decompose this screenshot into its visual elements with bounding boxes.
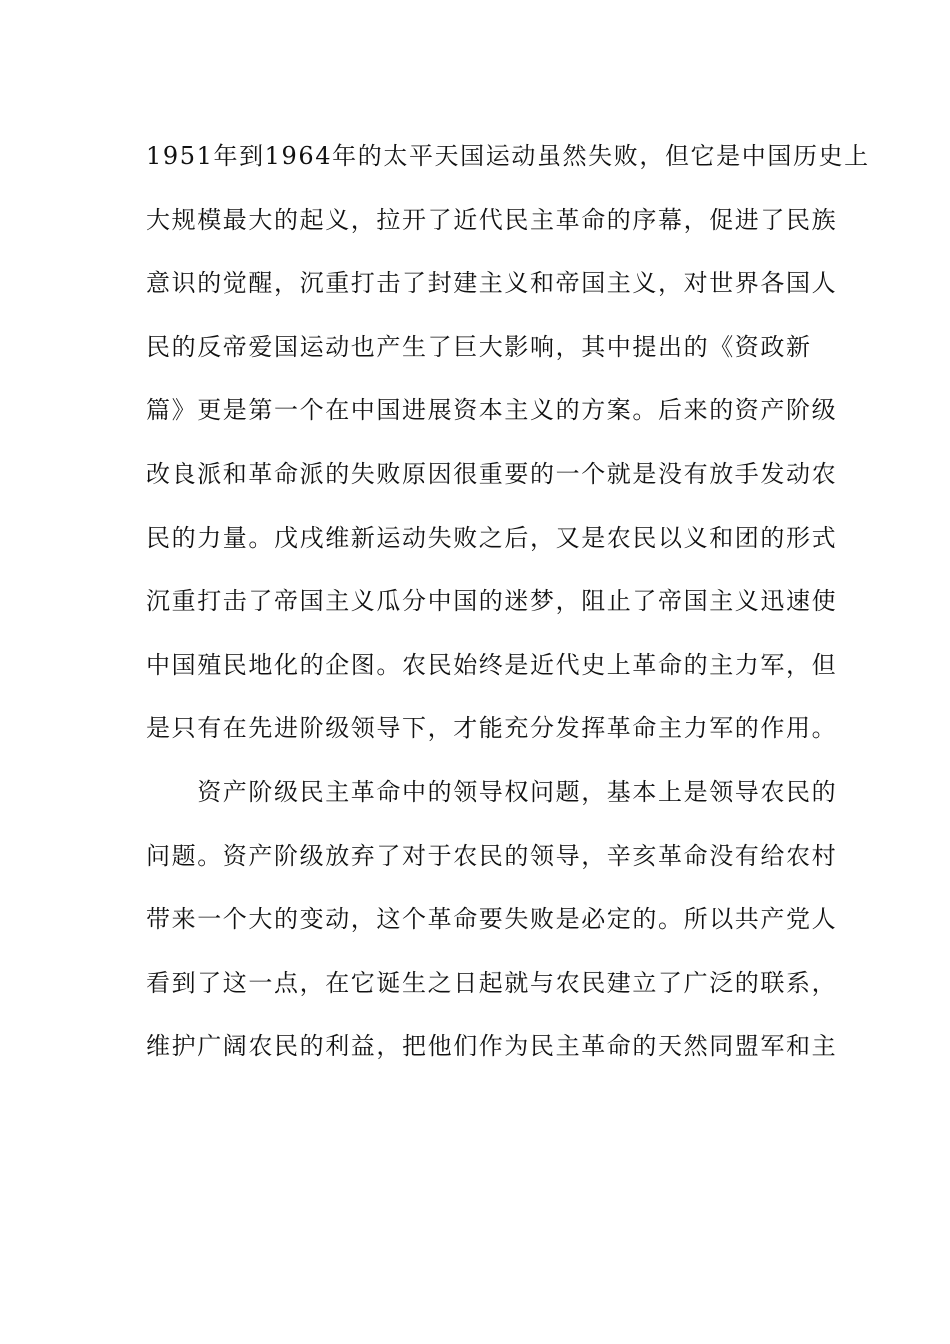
text-line: 1951年到1964年的太平天国运动虽然失败，但它是中国历史上: [146, 142, 870, 170]
text-line: 看到了这一点，在它诞生之日起就与农民建立了广泛的联系，: [146, 968, 838, 997]
text-line: 问题。资产阶级放弃了对于农民的领导，辛亥革命没有给农村: [146, 841, 838, 870]
text-line: 维护广阔农民的利益，把他们作为民主革命的天然同盟军和主: [146, 1032, 838, 1061]
text-line: 沉重打击了帝国主义瓜分中国的迷梦，阻止了帝国主义迅速使: [146, 587, 838, 616]
text-line: 带来一个大的变动，这个革命要失败是必定的。所以共产党人: [146, 905, 838, 934]
text-line: 民的力量。戊戌维新运动失败之后，又是农民以义和团的形式: [146, 523, 838, 552]
paragraph-start-line: 资产阶级民主革命中的领导权问题，基本上是领导农民的: [146, 777, 838, 806]
text-line: 大规模最大的起义，拉开了近代民主革命的序幕，促进了民族: [146, 205, 838, 234]
text-line: 改良派和革命派的失败原因很重要的一个就是没有放手发动农: [146, 459, 838, 488]
text-line: 是只有在先进阶级领导下，才能充分发挥革命主力军的作用。: [146, 714, 838, 743]
text-line: 民的反帝爱国运动也产生了巨大影响，其中提出的《资政新: [146, 332, 812, 361]
text-line: 中国殖民地化的企图。农民始终是近代史上革命的主力军，但: [146, 650, 838, 679]
body-text: [146, 131, 870, 1085]
text-line: 意识的觉醒，沉重打击了封建主义和帝国主义，对世界各国人: [146, 269, 838, 298]
text-line: 篇》更是第一个在中国进展资本主义的方案。后来的资产阶级: [146, 396, 838, 425]
